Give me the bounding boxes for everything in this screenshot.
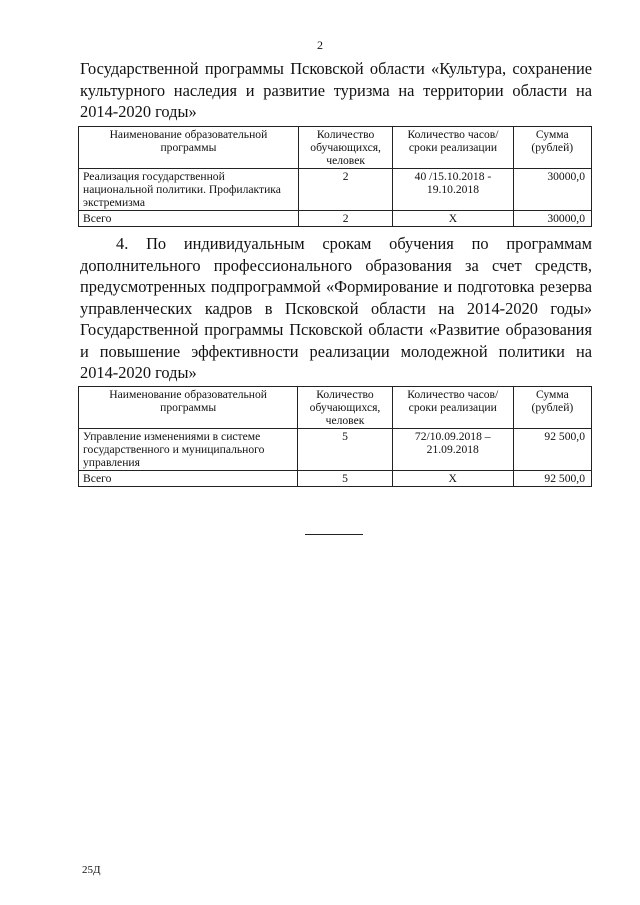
table-header-row xyxy=(79,387,592,429)
footer-code: 25Д xyxy=(82,864,101,876)
paragraph-program-culture: Государственной программы Псковской области «Культура, сохранение культурного наследия и развитие туризма на территории области на 2014-2020 годы» xyxy=(80,59,592,121)
paragraph-item-4-text: 4. По индивидуальным срокам обучения по программам дополнительного профессионального образования за счет средств, предусмотренных подпрограммой «Формирование и подготовка резерва управленческих кадров в Псковской области на 2014-2020 годы» Государственной программы Псковской области «Развитие образования и повышение эффективности реализации молодежной политики на 2014-2020 годы» xyxy=(80,234,592,382)
cell-total-label: Всего xyxy=(79,471,298,487)
cell-total-count: 2 xyxy=(298,211,393,227)
header-sum: Сумма (рублей) xyxy=(513,387,591,429)
header-hours: Количество часов/ сроки реализации xyxy=(393,127,513,169)
cell-total-sum: 92 500,0 xyxy=(513,471,591,487)
table-culture-program xyxy=(78,126,592,227)
table-management-program xyxy=(78,386,592,487)
header-sum: Сумма (рублей) xyxy=(513,127,591,169)
cell-total-sum: 30000,0 xyxy=(513,211,591,227)
cell-count: 5 xyxy=(298,429,392,471)
cell-sum: 30000,0 xyxy=(513,169,591,211)
cell-total-label: Всего xyxy=(79,211,299,227)
page-number: 2 xyxy=(317,38,323,52)
paragraph-item-4 xyxy=(80,233,592,384)
cell-total-hours: Х xyxy=(393,211,513,227)
cell-sum: 92 500,0 xyxy=(513,429,591,471)
cell-total-count: 5 xyxy=(298,471,392,487)
cell-hours: 72/10.09.2018 – 21.09.2018 xyxy=(392,429,513,471)
table-header-row xyxy=(79,127,592,169)
header-hours: Количество часов/ сроки реализации xyxy=(392,387,513,429)
table-row xyxy=(79,429,592,471)
cell-hours: 40 /15.10.2018 - 19.10.2018 xyxy=(393,169,513,211)
header-count: Количество обучающихся, человек xyxy=(298,387,392,429)
table-row xyxy=(79,169,592,211)
header-program: Наименование образовательной программы xyxy=(79,127,299,169)
table-total-row xyxy=(79,471,592,487)
header-program: Наименование образовательной программы xyxy=(79,387,298,429)
cell-program: Реализация государственной национальной политики. Профилактика экстремизма xyxy=(79,169,299,211)
cell-count: 2 xyxy=(298,169,393,211)
end-divider xyxy=(305,534,363,535)
cell-program: Управление изменениями в системе государственного и муниципального управления xyxy=(79,429,298,471)
cell-total-hours: Х xyxy=(392,471,513,487)
header-count: Количество обучающихся, человек xyxy=(298,127,393,169)
table-total-row xyxy=(79,211,592,227)
